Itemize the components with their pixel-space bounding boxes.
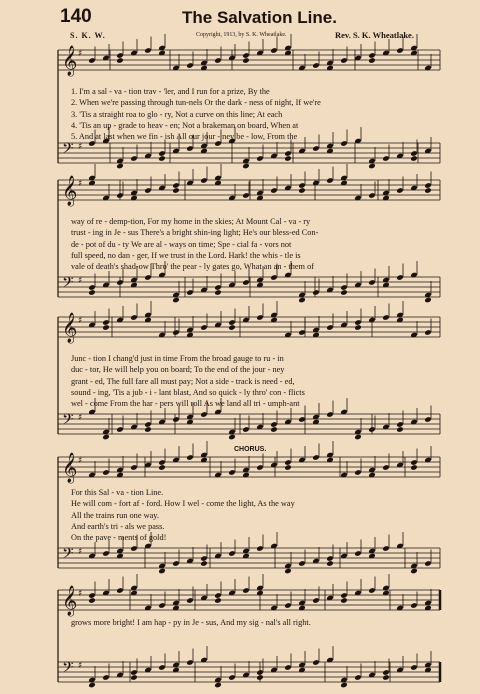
- lyric-line: way of re - demp-tion, For my home in the skies; At Mount Cal - va - ry: [71, 217, 311, 226]
- note-head: [284, 464, 292, 471]
- note-head: [228, 434, 236, 441]
- note-head: [172, 297, 180, 304]
- note-head: [340, 597, 348, 604]
- lyric-line: vale of death's shad-ow Thro' the pear - ly gates go, What an an - them of: [71, 262, 314, 272]
- note-head: [410, 568, 418, 575]
- lyrics-block-4: [71, 487, 441, 543]
- note-head: [354, 434, 362, 441]
- bass-clef: 𝄢: [62, 659, 74, 680]
- note-head: [284, 568, 292, 575]
- note-head: [368, 57, 376, 64]
- note-head: [200, 560, 208, 567]
- note-head: [158, 464, 166, 471]
- bass-clef: 𝄢: [62, 545, 74, 566]
- note-head: [144, 426, 152, 433]
- note-head: [116, 57, 124, 64]
- note-head: [214, 289, 222, 296]
- note-head: [102, 434, 110, 441]
- key-signature-sharp: ♯: [78, 413, 83, 423]
- lyric-line: And earth's tri - als we pass.: [71, 521, 165, 531]
- key-signature-sharp: ♯: [78, 179, 83, 189]
- lyrics-block-3: [71, 353, 441, 409]
- composer-credit: Rev. S. K. Wheatlake.: [335, 30, 414, 40]
- lyric-line: grows more bright! I am hap - py in Je - sus, And my sig - nal's all right.: [71, 618, 311, 627]
- key-signature-sharp: ♯: [78, 49, 83, 59]
- lyric-line: He will com - fort af - ford. How I wel - come the light, As the way: [71, 499, 295, 509]
- note-head: [340, 289, 348, 296]
- key-signature-sharp: ♯: [78, 316, 83, 326]
- note-head: [424, 187, 432, 194]
- note-head: [424, 297, 432, 304]
- key-signature-sharp: ♯: [78, 589, 83, 599]
- note-head: [256, 674, 264, 681]
- note-head: [340, 682, 348, 689]
- note-head: [298, 297, 306, 304]
- lyrics-block-5: [71, 617, 441, 628]
- lyric-line: full speed, no dan - ger, If we trust in the Lord. Hark! the whis - tle is: [71, 250, 301, 260]
- hymn-title: The Salvation Line.: [182, 8, 337, 27]
- note-head: [242, 163, 250, 170]
- copyright-notice: Copyright, 1913, by S. K. Wheatlake.: [196, 32, 287, 38]
- note-head: [88, 682, 96, 689]
- note-head: [158, 155, 166, 162]
- note-head: [130, 674, 138, 681]
- key-signature-sharp: ♯: [78, 142, 83, 152]
- lyric-line: 2. When we're passing through tun-nels Or the dark - ness of night, If we're: [71, 98, 321, 108]
- lyric-line: On the pave - ments of gold!: [71, 533, 167, 543]
- note-head: [270, 426, 278, 433]
- note-head: [396, 426, 404, 433]
- treble-clef: 𝄞: [62, 586, 78, 616]
- lyric-line: 3. 'Tis a straight roa to glo - ry, Not a curve on this line; At each: [71, 109, 283, 119]
- note-head: [284, 155, 292, 162]
- lyric-line: trust - ing in Je - sus There's a bright shin-ing light; He's our bless-ed Con-: [71, 228, 319, 238]
- lyric-line: Junc - tion I chang'd just in time From the broad gauge to ru - in: [71, 354, 284, 363]
- note-head: [368, 163, 376, 170]
- key-signature-sharp: ♯: [78, 661, 83, 671]
- lyric-line: 1. I'm a sal - va - tion trav - 'ler, and I run for a prize, By the: [71, 87, 270, 96]
- chorus-label: CHORUS.: [234, 446, 267, 453]
- note-head: [354, 324, 362, 331]
- note-head: [172, 187, 180, 194]
- lyric-line: wel - come From the har - pers will roll As we land all tri - umph-ant: [71, 399, 300, 409]
- lyric-line: de - pot of du - ty We are al - ways on time; Spe - cial fa - vors not: [71, 239, 292, 249]
- bass-clef: 𝄢: [62, 411, 74, 432]
- lyric-line: grant - ed, The full fare all must pay; Not a side - track is need - ed,: [71, 376, 295, 386]
- note-head: [214, 597, 222, 604]
- note-head: [88, 289, 96, 296]
- note-head: [158, 568, 166, 575]
- treble-clef: 𝄞: [62, 453, 78, 483]
- lyric-line: duc - tor, He will help you on board; To the end of the jour - ney: [71, 365, 285, 375]
- note-head: [410, 464, 418, 471]
- lyrics-block-2: [71, 216, 441, 272]
- hymn-number: 140: [60, 6, 92, 27]
- lyric-line: sound - ing, 'Tis a jub - i - lant blast, And so quick - ly thro' con - flicts: [71, 387, 305, 397]
- lyrics-block-1: [71, 86, 441, 142]
- note-head: [228, 324, 236, 331]
- bass-clef: 𝄢: [62, 274, 74, 295]
- note-head: [382, 674, 390, 681]
- key-signature-sharp: ♯: [78, 456, 83, 466]
- lyric-line: 4. 'Tis an up - grade to heav - en; Not a brakeman on board, When at: [71, 120, 299, 130]
- note-head: [116, 163, 124, 170]
- treble-clef: 𝄞: [62, 46, 78, 76]
- key-signature-sharp: ♯: [78, 547, 83, 557]
- lyricist-credit: S. K. W.: [70, 31, 106, 40]
- note-head: [214, 682, 222, 689]
- note-head: [242, 57, 250, 64]
- key-signature-sharp: ♯: [78, 276, 83, 286]
- note-head: [298, 187, 306, 194]
- treble-clef: 𝄞: [62, 313, 78, 343]
- note-head: [88, 597, 96, 604]
- note-head: [326, 560, 334, 567]
- bass-clef: 𝄢: [62, 140, 74, 161]
- note-head: [410, 155, 418, 162]
- lyric-line: For this Sal - va - tion Line.: [71, 488, 164, 497]
- treble-clef: 𝄞: [62, 176, 78, 206]
- lyric-line: 5. And at last when we fin - ish All our jour - ney be - low, From the: [71, 132, 298, 142]
- lyric-line: All the trains run one way.: [71, 510, 159, 520]
- note-head: [102, 324, 110, 331]
